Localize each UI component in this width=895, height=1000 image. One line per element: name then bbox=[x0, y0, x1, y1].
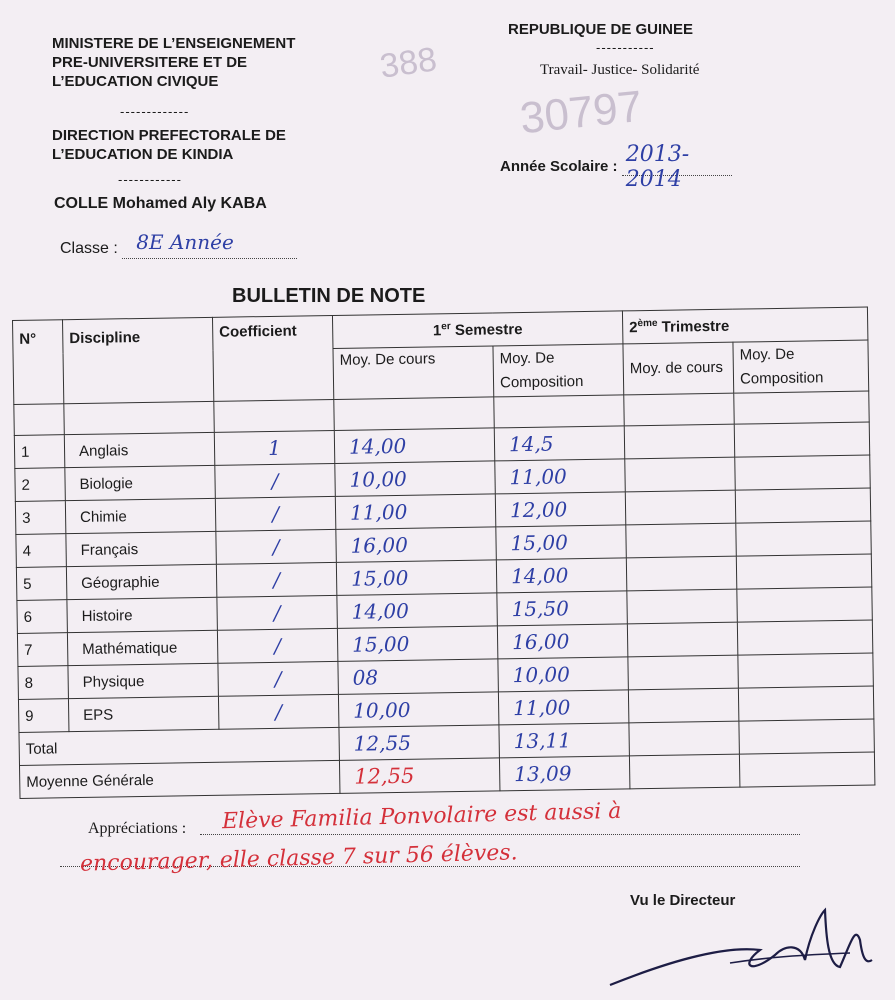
row-discipline: Anglais bbox=[64, 432, 214, 467]
row-coefficient: / bbox=[218, 661, 339, 696]
semester-1-ordinal: er bbox=[441, 321, 451, 333]
separator: ------------- bbox=[120, 104, 190, 119]
row-moy-cours-2 bbox=[627, 589, 738, 624]
row-discipline: Biologie bbox=[65, 465, 215, 500]
row-discipline: Français bbox=[66, 531, 216, 566]
school-year-field bbox=[500, 142, 732, 192]
row-moy-composition: 14,5 bbox=[494, 426, 625, 461]
average-composition: 13,09 bbox=[499, 756, 630, 791]
semester-1-word: Semestre bbox=[454, 320, 523, 340]
separator: ------------ bbox=[118, 172, 182, 187]
average-label: Moyenne Générale bbox=[19, 760, 339, 798]
trimester-2-word: Trimestre bbox=[661, 317, 730, 336]
row-coefficient: / bbox=[217, 628, 338, 663]
row-coefficient: / bbox=[215, 463, 336, 498]
margin-mark: 30797 bbox=[517, 81, 645, 144]
motto: Travail- Justice- Solidarité bbox=[540, 62, 700, 78]
row-coefficient: / bbox=[216, 529, 337, 564]
semester-1-number: 1 bbox=[432, 322, 442, 340]
separator: ----------- bbox=[596, 40, 655, 55]
ministry-line-2: PRE-UNIVERSITERE ET DE bbox=[52, 54, 248, 71]
director-label: Vu le Directeur bbox=[630, 892, 736, 909]
trimester-2-header bbox=[622, 307, 868, 344]
row-moy-composition: 14,00 bbox=[496, 558, 627, 593]
row-number: 6 bbox=[17, 600, 68, 634]
row-coefficient: / bbox=[216, 562, 337, 597]
sub-moy-composition-2: Moy. De Composition bbox=[733, 340, 869, 393]
row-number: 8 bbox=[18, 666, 69, 700]
row-discipline: Chimie bbox=[65, 498, 215, 533]
school-name: COLLE Mohamed Aly KABA bbox=[54, 195, 267, 212]
row-moy-composition-2 bbox=[738, 653, 874, 688]
row-moy-composition-2 bbox=[735, 488, 871, 523]
row-moy-cours: 14,00 bbox=[334, 428, 494, 464]
col-coefficient: Coefficient bbox=[212, 315, 333, 401]
row-number: 9 bbox=[18, 699, 69, 733]
row-coefficient: / bbox=[217, 595, 338, 630]
trimester-2-number: 2 bbox=[629, 319, 638, 337]
ministry-line-1: MINISTERE DE L’ENSEIGNEMENT bbox=[52, 35, 296, 52]
row-moy-cours-2 bbox=[626, 523, 737, 558]
row-moy-composition: 12,00 bbox=[495, 492, 626, 527]
row-discipline: Histoire bbox=[67, 597, 217, 632]
sub-moy-cours-2: Moy. de cours bbox=[623, 342, 734, 395]
row-moy-composition: 11,00 bbox=[495, 459, 626, 494]
row-moy-composition: 16,00 bbox=[497, 624, 628, 659]
col-discipline: Discipline bbox=[63, 317, 214, 403]
row-moy-cours: 16,00 bbox=[336, 527, 496, 563]
school-year-value: 2013-2014 bbox=[625, 142, 690, 192]
sub-moy-composition: Moy. De Composition bbox=[493, 344, 624, 397]
row-moy-composition-2 bbox=[736, 521, 872, 556]
row-moy-cours: 08 bbox=[338, 659, 498, 695]
row-moy-cours: 10,00 bbox=[338, 692, 498, 728]
row-moy-cours-2 bbox=[625, 490, 736, 525]
ministry-header bbox=[52, 34, 295, 91]
row-moy-cours: 15,00 bbox=[336, 560, 496, 596]
total-composition: 13,11 bbox=[499, 723, 630, 758]
row-moy-cours-2 bbox=[627, 622, 738, 657]
grades-table bbox=[12, 307, 875, 799]
row-moy-composition-2 bbox=[734, 422, 870, 457]
col-number: N° bbox=[13, 320, 64, 405]
row-moy-composition-2 bbox=[736, 554, 872, 589]
row-moy-cours: 11,00 bbox=[335, 494, 495, 530]
director-signature bbox=[600, 905, 880, 1000]
row-moy-composition-2 bbox=[737, 620, 873, 655]
average-cours: 12,55 bbox=[339, 758, 499, 794]
semester-1-header bbox=[332, 311, 622, 349]
row-moy-cours-2 bbox=[628, 688, 739, 723]
row-discipline: Physique bbox=[68, 663, 218, 698]
row-number: 2 bbox=[15, 468, 66, 502]
total-label: Total bbox=[19, 727, 339, 765]
direction-header bbox=[52, 126, 286, 164]
sub-moy-cours: Moy. De cours bbox=[333, 346, 494, 400]
row-moy-cours: 10,00 bbox=[335, 461, 495, 497]
trimester-2-ordinal: ème bbox=[637, 317, 658, 330]
appreciations-label: Appréciations : bbox=[88, 820, 187, 837]
class-label: Classe : bbox=[60, 240, 118, 257]
class-value: 8E Année bbox=[136, 230, 234, 254]
row-moy-cours-2 bbox=[626, 556, 737, 591]
class-field bbox=[60, 230, 297, 259]
row-moy-cours-2 bbox=[625, 457, 736, 492]
row-discipline: Mathématique bbox=[67, 630, 217, 665]
row-moy-composition-2 bbox=[737, 587, 873, 622]
school-year-label: Année Scolaire : bbox=[500, 158, 618, 175]
row-number: 5 bbox=[16, 567, 67, 601]
row-coefficient: 1 bbox=[214, 430, 335, 465]
row-moy-composition: 15,50 bbox=[497, 591, 628, 626]
row-number: 7 bbox=[17, 633, 68, 667]
row-moy-composition: 15,00 bbox=[496, 525, 627, 560]
appreciations-text-1: Elève Familia Ponvolaire est aussi à bbox=[221, 798, 622, 835]
republic-title: REPUBLIQUE DE GUINEE bbox=[508, 21, 694, 38]
row-moy-cours: 14,00 bbox=[337, 593, 497, 629]
direction-line-2: L’EDUCATION DE KINDIA bbox=[52, 146, 234, 163]
margin-mark: 388 bbox=[377, 40, 440, 86]
row-discipline: Géographie bbox=[66, 564, 216, 599]
row-moy-composition-2 bbox=[738, 686, 874, 721]
row-coefficient: / bbox=[215, 496, 336, 531]
total-cours: 12,55 bbox=[339, 725, 499, 761]
appreciations-line-1 bbox=[200, 834, 800, 835]
row-moy-composition-2 bbox=[735, 455, 871, 490]
row-coefficient: / bbox=[218, 694, 339, 729]
row-moy-composition: 10,00 bbox=[498, 657, 629, 692]
row-number: 3 bbox=[15, 501, 66, 535]
direction-line-1: DIRECTION PREFECTORALE DE bbox=[52, 127, 286, 144]
appreciations-text-2: encourager, elle classe 7 sur 56 élèves. bbox=[79, 840, 518, 877]
row-moy-cours-2 bbox=[624, 424, 735, 459]
row-moy-composition: 11,00 bbox=[498, 690, 629, 725]
page-title: BULLETIN DE NOTE bbox=[232, 285, 426, 307]
row-discipline: EPS bbox=[68, 696, 218, 731]
row-number: 1 bbox=[14, 435, 65, 469]
row-moy-cours: 15,00 bbox=[337, 626, 497, 662]
ministry-line-3: L’EDUCATION CIVIQUE bbox=[52, 73, 219, 90]
row-moy-cours-2 bbox=[628, 655, 739, 690]
row-number: 4 bbox=[16, 534, 67, 568]
